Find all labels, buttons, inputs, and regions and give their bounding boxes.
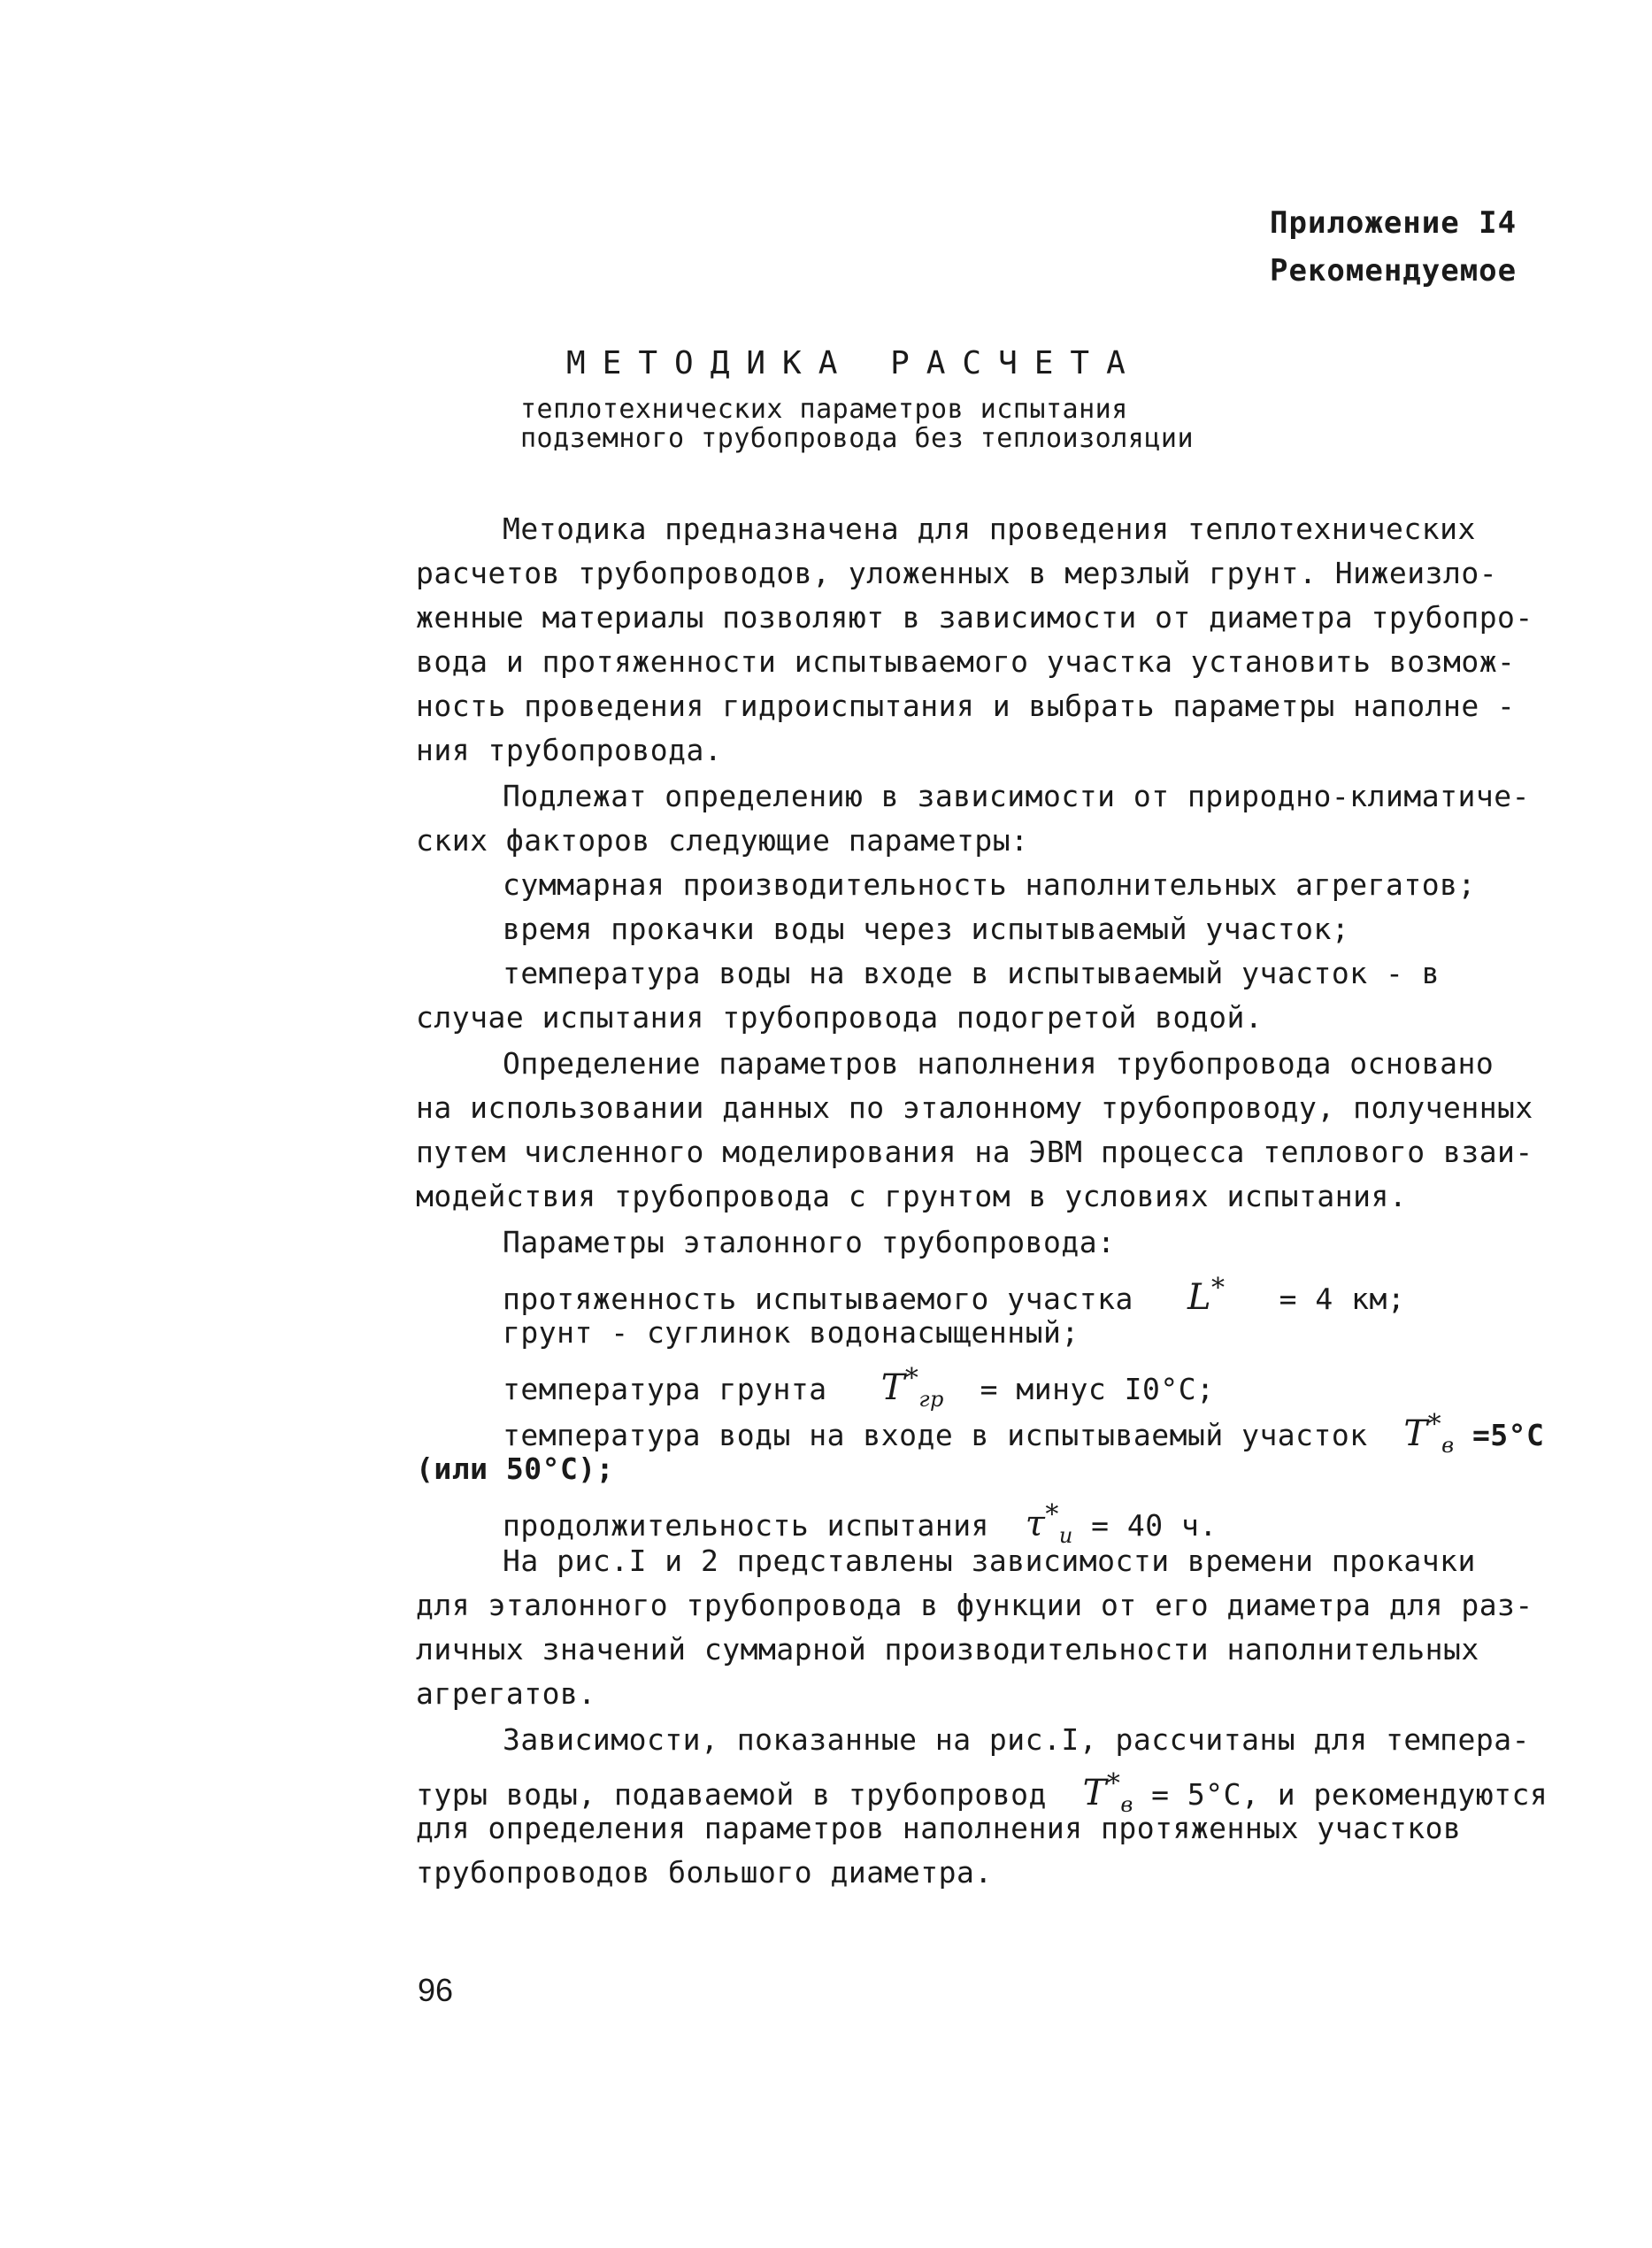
paragraph-line: путем численного моделирования на ЭВМ процесса теплового взаи-: [416, 1135, 1533, 1169]
list-item: температура воды на входе в испытываемый участок - в: [503, 956, 1441, 990]
paragraph-line: для эталонного трубопровода в функции от его диаметра для раз-: [416, 1588, 1533, 1622]
parameter-value: = минус I0°C;: [980, 1372, 1215, 1406]
document-subtitle-line-1: теплотехнических параметров испытания: [520, 394, 1128, 425]
paragraph-line: Параметры эталонного трубопровода:: [503, 1225, 1116, 1259]
paragraph-line: ность проведения гидроиспытания и выбрать параметры наполне -: [416, 689, 1516, 723]
paragraph-line: случае испытания трубопровода подогретой водой.: [416, 1000, 1264, 1035]
paragraph-line: (или 50°C);: [416, 1451, 615, 1486]
paragraph-line: расчетов трубопроводов, уложенных в мерзлый грунт. Нижеизло-: [416, 556, 1498, 590]
page-number: 96: [418, 1972, 454, 2008]
parameter-label: продолжительность испытания: [503, 1508, 989, 1543]
length-symbol: L*: [1187, 1273, 1226, 1318]
paragraph-line: на использовании данных по эталонному трубопроводу, полученных: [416, 1090, 1533, 1125]
ground-temperature-symbol: $T^*_{гр}$: [880, 1363, 944, 1412]
appendix-number: Приложение I4: [1270, 205, 1518, 241]
paragraph-line: женные материалы позволяют в зависимости от диаметра трубопро-: [416, 600, 1533, 635]
paragraph-line: для определения параметров наполнения протяженных участков: [416, 1811, 1462, 1845]
paragraph-line: вода и протяженности испытываемого участка установить возмож-: [416, 644, 1516, 679]
paragraph-line: Зависимости, показанные на рис.I, рассчитаны для темпера-: [503, 1722, 1530, 1757]
document-subtitle-line-2: подземного трубопровода без теплоизоляции: [520, 423, 1195, 454]
paragraph-line: агрегатов.: [416, 1676, 596, 1711]
paragraph-line-with-formula: туры воды, подаваемой в трубопровод $T^*_в = 5^\circ C$, и рекомендуются: [416, 1768, 1548, 1817]
duration-symbol: $\tau^*_и$: [1025, 1499, 1073, 1548]
paragraph-line: Подлежат определению в зависимости от природно-климатиче-: [503, 779, 1530, 813]
list-item: грунт - суглинок водонасыщенный;: [503, 1315, 1080, 1350]
parameter-length: [503, 1271, 1405, 1317]
paragraph-line: На рис.I и 2 представлены зависимости времени прокачки: [503, 1544, 1476, 1578]
appendix-status: Рекомендуемое: [1270, 253, 1518, 289]
paragraph-line: ских факторов следующие параметры:: [416, 823, 1029, 858]
list-item: суммарная производительность наполнительных агрегатов;: [503, 867, 1476, 902]
paragraph-line: модействия трубопровода с грунтом в условиях испытания.: [416, 1179, 1408, 1213]
water-temperature-symbol: $T^*_в$: [1403, 1409, 1455, 1458]
document-title: МЕТОДИКА РАСЧЕТА: [566, 345, 1142, 381]
parameter-value: = 4 км;: [1279, 1282, 1406, 1316]
paragraph-line: трубопроводов большого диаметра.: [416, 1855, 993, 1890]
paragraph-line: Определение параметров наполнения трубопровода основано: [503, 1046, 1494, 1081]
parameter-label: температура воды на входе в испытываемый участок: [503, 1418, 1368, 1452]
parameter-water-temperature: [503, 1407, 1544, 1463]
paragraph-line: Методика предназначена для проведения теплотехнических: [503, 512, 1476, 546]
parameter-label: температура грунта: [503, 1372, 827, 1406]
parameter-value: =5°C: [1471, 1418, 1545, 1452]
parameter-value: = 40 ч.: [1091, 1508, 1218, 1543]
parameter-label: протяженность испытываемого участка: [503, 1282, 1133, 1316]
inlet-temperature-symbol: $T^*_в$: [1082, 1768, 1133, 1817]
paragraph-line: ния трубопровода.: [416, 733, 723, 767]
list-item: время прокачки воды через испытываемый участок;: [503, 912, 1350, 946]
paragraph-line: личных значений суммарной производительности наполнительных: [416, 1632, 1479, 1667]
